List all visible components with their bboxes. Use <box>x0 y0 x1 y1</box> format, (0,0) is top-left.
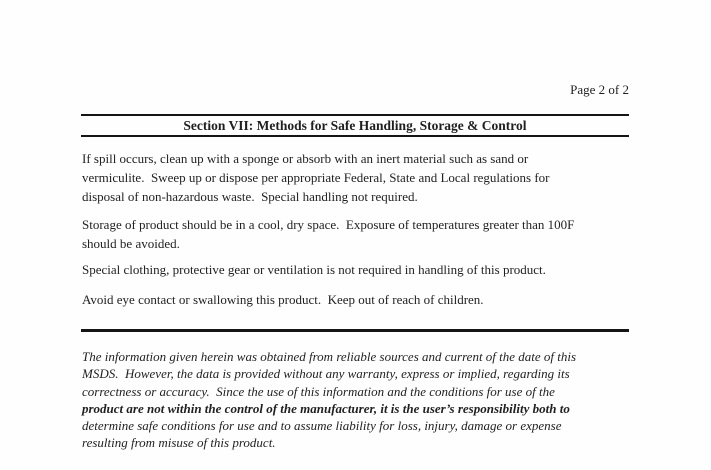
section-header <box>81 114 629 137</box>
disclaimer-line: product are not within the control of the manufacturer, it is the user’s responsibility both to <box>82 400 570 416</box>
paragraph-avoid-contact <box>82 290 682 309</box>
section-header-title: Section VII: Methods for Safe Handling, Storage & Control <box>183 118 527 133</box>
paragraph-line: should be avoided. <box>82 236 180 251</box>
paragraph-spill-cleanup <box>82 149 682 206</box>
disclaimer-line: determine safe conditions for use and to assume liability for loss, injury, damage or expense <box>82 418 562 434</box>
paragraph-line: Storage of product should be in a cool, dry space. Exposure of temperatures greater than 100F <box>82 217 575 232</box>
paragraph-line: Avoid eye contact or swallowing this product. Keep out of reach of children. <box>82 292 484 307</box>
paragraph-storage <box>82 215 682 253</box>
paragraph-line: If spill occurs, clean up with a sponge or absorb with an inert material such as sand or <box>82 151 529 166</box>
disclaimer-paragraph <box>82 348 682 452</box>
disclaimer-line: resulting from misuse of this product. <box>82 435 276 451</box>
horizontal-rule <box>81 329 629 332</box>
paragraph-line: disposal of non-hazardous waste. Special handling not required. <box>82 189 418 204</box>
paragraph-protective-gear <box>82 260 682 279</box>
disclaimer-line: MSDS. However, the data is provided without any warranty, express or implied, regarding its <box>82 366 570 382</box>
paragraph-line: vermiculite. Sweep up or dispose per appropriate Federal, State and Local regulations for <box>82 170 550 185</box>
paragraph-line: Special clothing, protective gear or ventilation is not required in handling of this product. <box>82 262 546 277</box>
disclaimer-line: correctness or accuracy. Since the use of this information and the conditions for use of the <box>82 383 555 399</box>
page-number: Page 2 of 2 <box>570 82 629 97</box>
disclaimer-line: The information given herein was obtained from reliable sources and current of the date of this <box>82 349 577 364</box>
